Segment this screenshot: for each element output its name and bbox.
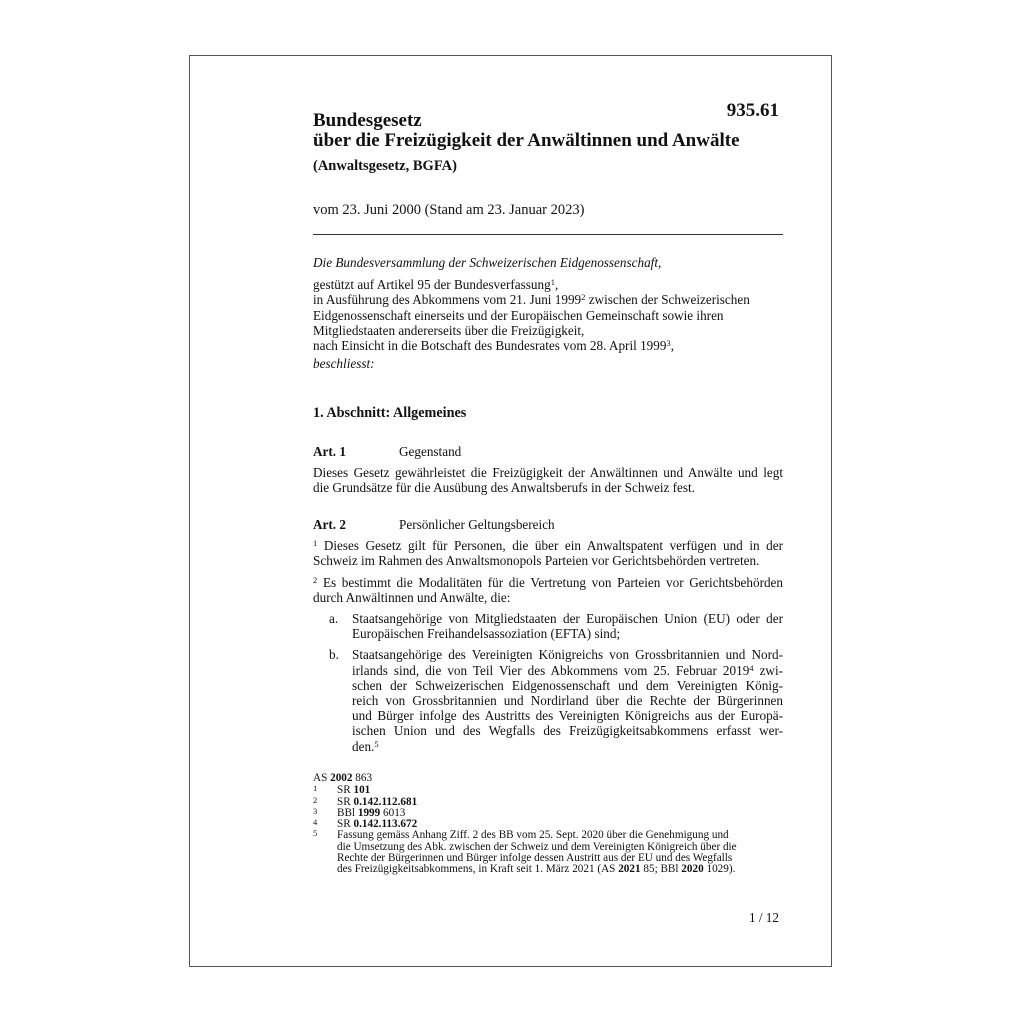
footnotes [313,773,783,876]
preamble-intro: Die Bundesversammlung der Schweizerischen Eidgenossenschaft, [313,255,662,270]
article-1 [313,444,783,502]
paragraph-number: 2 [313,574,318,585]
footnote-1: 1 SR 101 [313,783,371,797]
title-divider [313,234,783,235]
article-title: Gegenstand [399,444,462,459]
sr-number: 935.61 [726,100,779,121]
article-number: Art. 2 [313,517,346,532]
footnote-3: 3 BBl 1999 6013 [313,805,406,819]
as-reference: AS 2002 863 [313,772,373,784]
preamble-line: gestützt auf Artikel 95 der Bundesverfassung$^1$, [313,277,559,293]
footnote-5: 5 Fassung gemäss Anhang Ziff. 2 des BB vom 25. Sept. 2020 über die Genehmigung und die Umsetzung des Abk. zwischen der Schweiz und dem Vereinigten Königreich über die Rechte der Bürgerinnen und Bürger infolge dessen Austritt aus der EU und des Wegfalls des Freizügigkeitsabkommens, in Kraft seit 1. März 2021 (AS 2021 85; BBl 2020 1029). [313,828,737,876]
list-marker: b. [329,647,339,663]
document-title [313,111,740,175]
list-marker: a. [329,611,339,627]
footnote-ref[interactable]: 3 [666,338,671,349]
section-heading: 1. Abschnitt: Allgemeines [313,405,467,421]
list-item-a: a. Staatsangehörige von Mitgliedstaaten der Europäischen Union (EU) oder der Europäischen Freihandelsassoziation (EFTA) sind; [329,611,783,642]
article-paragraph: Dieses Gesetz gewährleistet die Freizügigkeit der Anwältinnen und Anwälte und legt die Grundsätze für die Ausübung des Anwaltsberufs in der Schweiz fest. [313,465,783,496]
title-line-1: Bundesgesetz [313,110,422,131]
footnote-ref[interactable]: 5 [374,738,379,749]
preamble-line: Eidgenossenschaft einerseits und der Europäischen Gemeinschaft sowie ihren [313,307,724,323]
page-number: 1 / 12 [748,910,779,925]
article-title: Persönlicher Geltungsbereich [399,517,555,532]
article-paragraph-2: $^2$ Es bestimmt die Modalitäten für die Vertretung von Parteien vor Gerichtsbehörden durch Anwältinnen und Anwälte, die: [313,574,784,605]
preamble [313,255,783,371]
article-heading [313,517,783,532]
title-short: (Anwaltsgesetz, BGFA) [313,158,457,174]
paragraph-number: 1 [313,538,318,549]
article-heading [313,444,783,459]
article-paragraph-1: $^1$ Dieses Gesetz gilt für Personen, die über ein Anwaltspatent verfügen und in der Schweiz im Rahmen des Anwaltsmonopols Parteien vor Gerichtsbehörden vertreten. [313,538,783,569]
preamble-line: Mitgliedstaaten andererseits über die Freizügigkeit, [313,322,585,338]
list-item-b: b. Staatsangehörige des Vereinigten Königreichs von Grossbritannien und Nord- irlands sind, die von Teil Vier des Abkommens vom 25. Februar 2019$^4$ zwi- schen der Schweizerischen Eidgenossenschaft und dem Vereinigten König- reich von Grossbritannien und Nordirland über die Rechte der Bürgerinnen und Bürger infolge des Austritts des Vereinigten Königreichs aus der Europä- ischen Union und des Wegfalls des Freizügigkeitsabkommens erfasst wer- den.$^5$ [329,647,783,754]
footnote-4: 4 SR 0.142.113.672 [313,817,418,831]
title-line-2: über die Freizügigkeit der Anwältinnen und Anwälte [313,130,740,151]
preamble-line: nach Einsicht in die Botschaft des Bundesrates vom 28. April 1999$^3$, [313,338,674,354]
footnote-2: 2 SR 0.142.112.681 [313,794,418,808]
date-line: vom 23. Juni 2000 (Stand am 23. Januar 2023) [313,202,585,218]
document-page [189,55,832,967]
footnote-ref[interactable]: 2 [581,292,586,303]
preamble-decides: beschliesst: [313,356,375,372]
article-2 [313,517,783,760]
footnote-ref[interactable]: 1 [550,277,555,288]
article-number: Art. 1 [313,444,346,459]
footnote-ref[interactable]: 4 [749,662,754,673]
preamble-line: in Ausführung des Abkommens vom 21. Juni 1999$^2$ zwischen der Schweizerischen [313,292,750,308]
